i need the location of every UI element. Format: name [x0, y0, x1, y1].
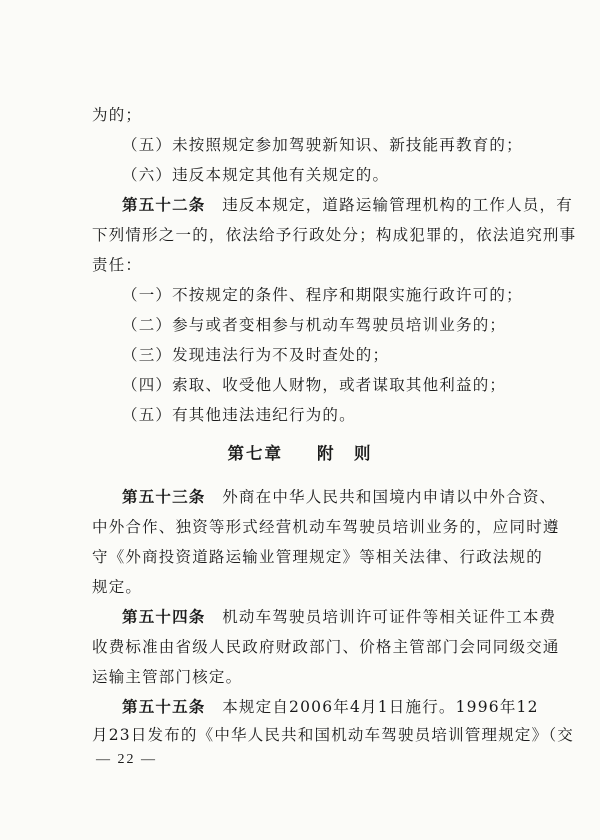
text-line: （三）发现违法行为不及时查处的； — [122, 346, 390, 364]
text-line: 收费标准由省级人民政府财政部门、价格主管部门会同同级交通 — [92, 638, 560, 656]
page-number: — 22 — — [96, 752, 157, 767]
text-line: 为的； — [92, 106, 143, 124]
text-line: （四）索取、收受他人财物，或者谋取其他利益的； — [122, 376, 507, 394]
text-line: 下列情形之一的，依法给予行政处分；构成犯罪的，依法追究刑事 — [92, 226, 577, 244]
article-heading: 第五十四条 — [122, 607, 206, 626]
article-text: 违反本规定，道路运输管理机构的工作人员，有 — [222, 196, 573, 214]
article-text: 外商在中华人民共和国境内申请以中外合资、 — [222, 488, 557, 506]
article-line — [122, 194, 573, 216]
text-line: （六）违反本规定其他有关规定的。 — [122, 166, 390, 184]
text-line: 月23日发布的《中华人民共和国机动车驾驶员培训管理规定》（交 — [92, 726, 574, 744]
article-heading: 第五十三条 — [122, 487, 206, 506]
chapter-heading — [0, 440, 600, 464]
article-line — [122, 696, 539, 718]
text-line: （五）有其他违法违纪行为的。 — [122, 406, 356, 424]
text-line: 运输主管部门核定。 — [92, 668, 243, 686]
article-text: 机动车驾驶员培训许可证件等相关证件工本费 — [222, 608, 557, 626]
text-line: （二）参与或者变相参与机动车驾驶员培训业务的； — [122, 316, 507, 334]
chapter-title: 附 则 — [317, 444, 373, 463]
article-text: 本规定自2006年4月1日施行。1996年12 — [222, 698, 539, 716]
article-heading: 第五十二条 — [122, 195, 206, 214]
article-heading: 第五十五条 — [122, 697, 206, 716]
article-line — [122, 606, 556, 628]
text-line: （五）未按照规定参加驾驶新知识、新技能再教育的； — [122, 136, 523, 154]
chapter-number: 第七章 — [227, 444, 283, 463]
text-line: 责任： — [92, 256, 143, 274]
article-line — [122, 486, 556, 508]
text-line: （一）不按规定的条件、程序和期限实施行政许可的； — [122, 286, 523, 304]
text-line: 规定。 — [92, 578, 143, 596]
text-line: 中外合作、独资等形式经营机动车驾驶员培训业务的，应同时遵 — [92, 518, 560, 536]
text-line: 守《外商投资道路运输业管理规定》等相关法律、行政法规的 — [92, 548, 543, 566]
